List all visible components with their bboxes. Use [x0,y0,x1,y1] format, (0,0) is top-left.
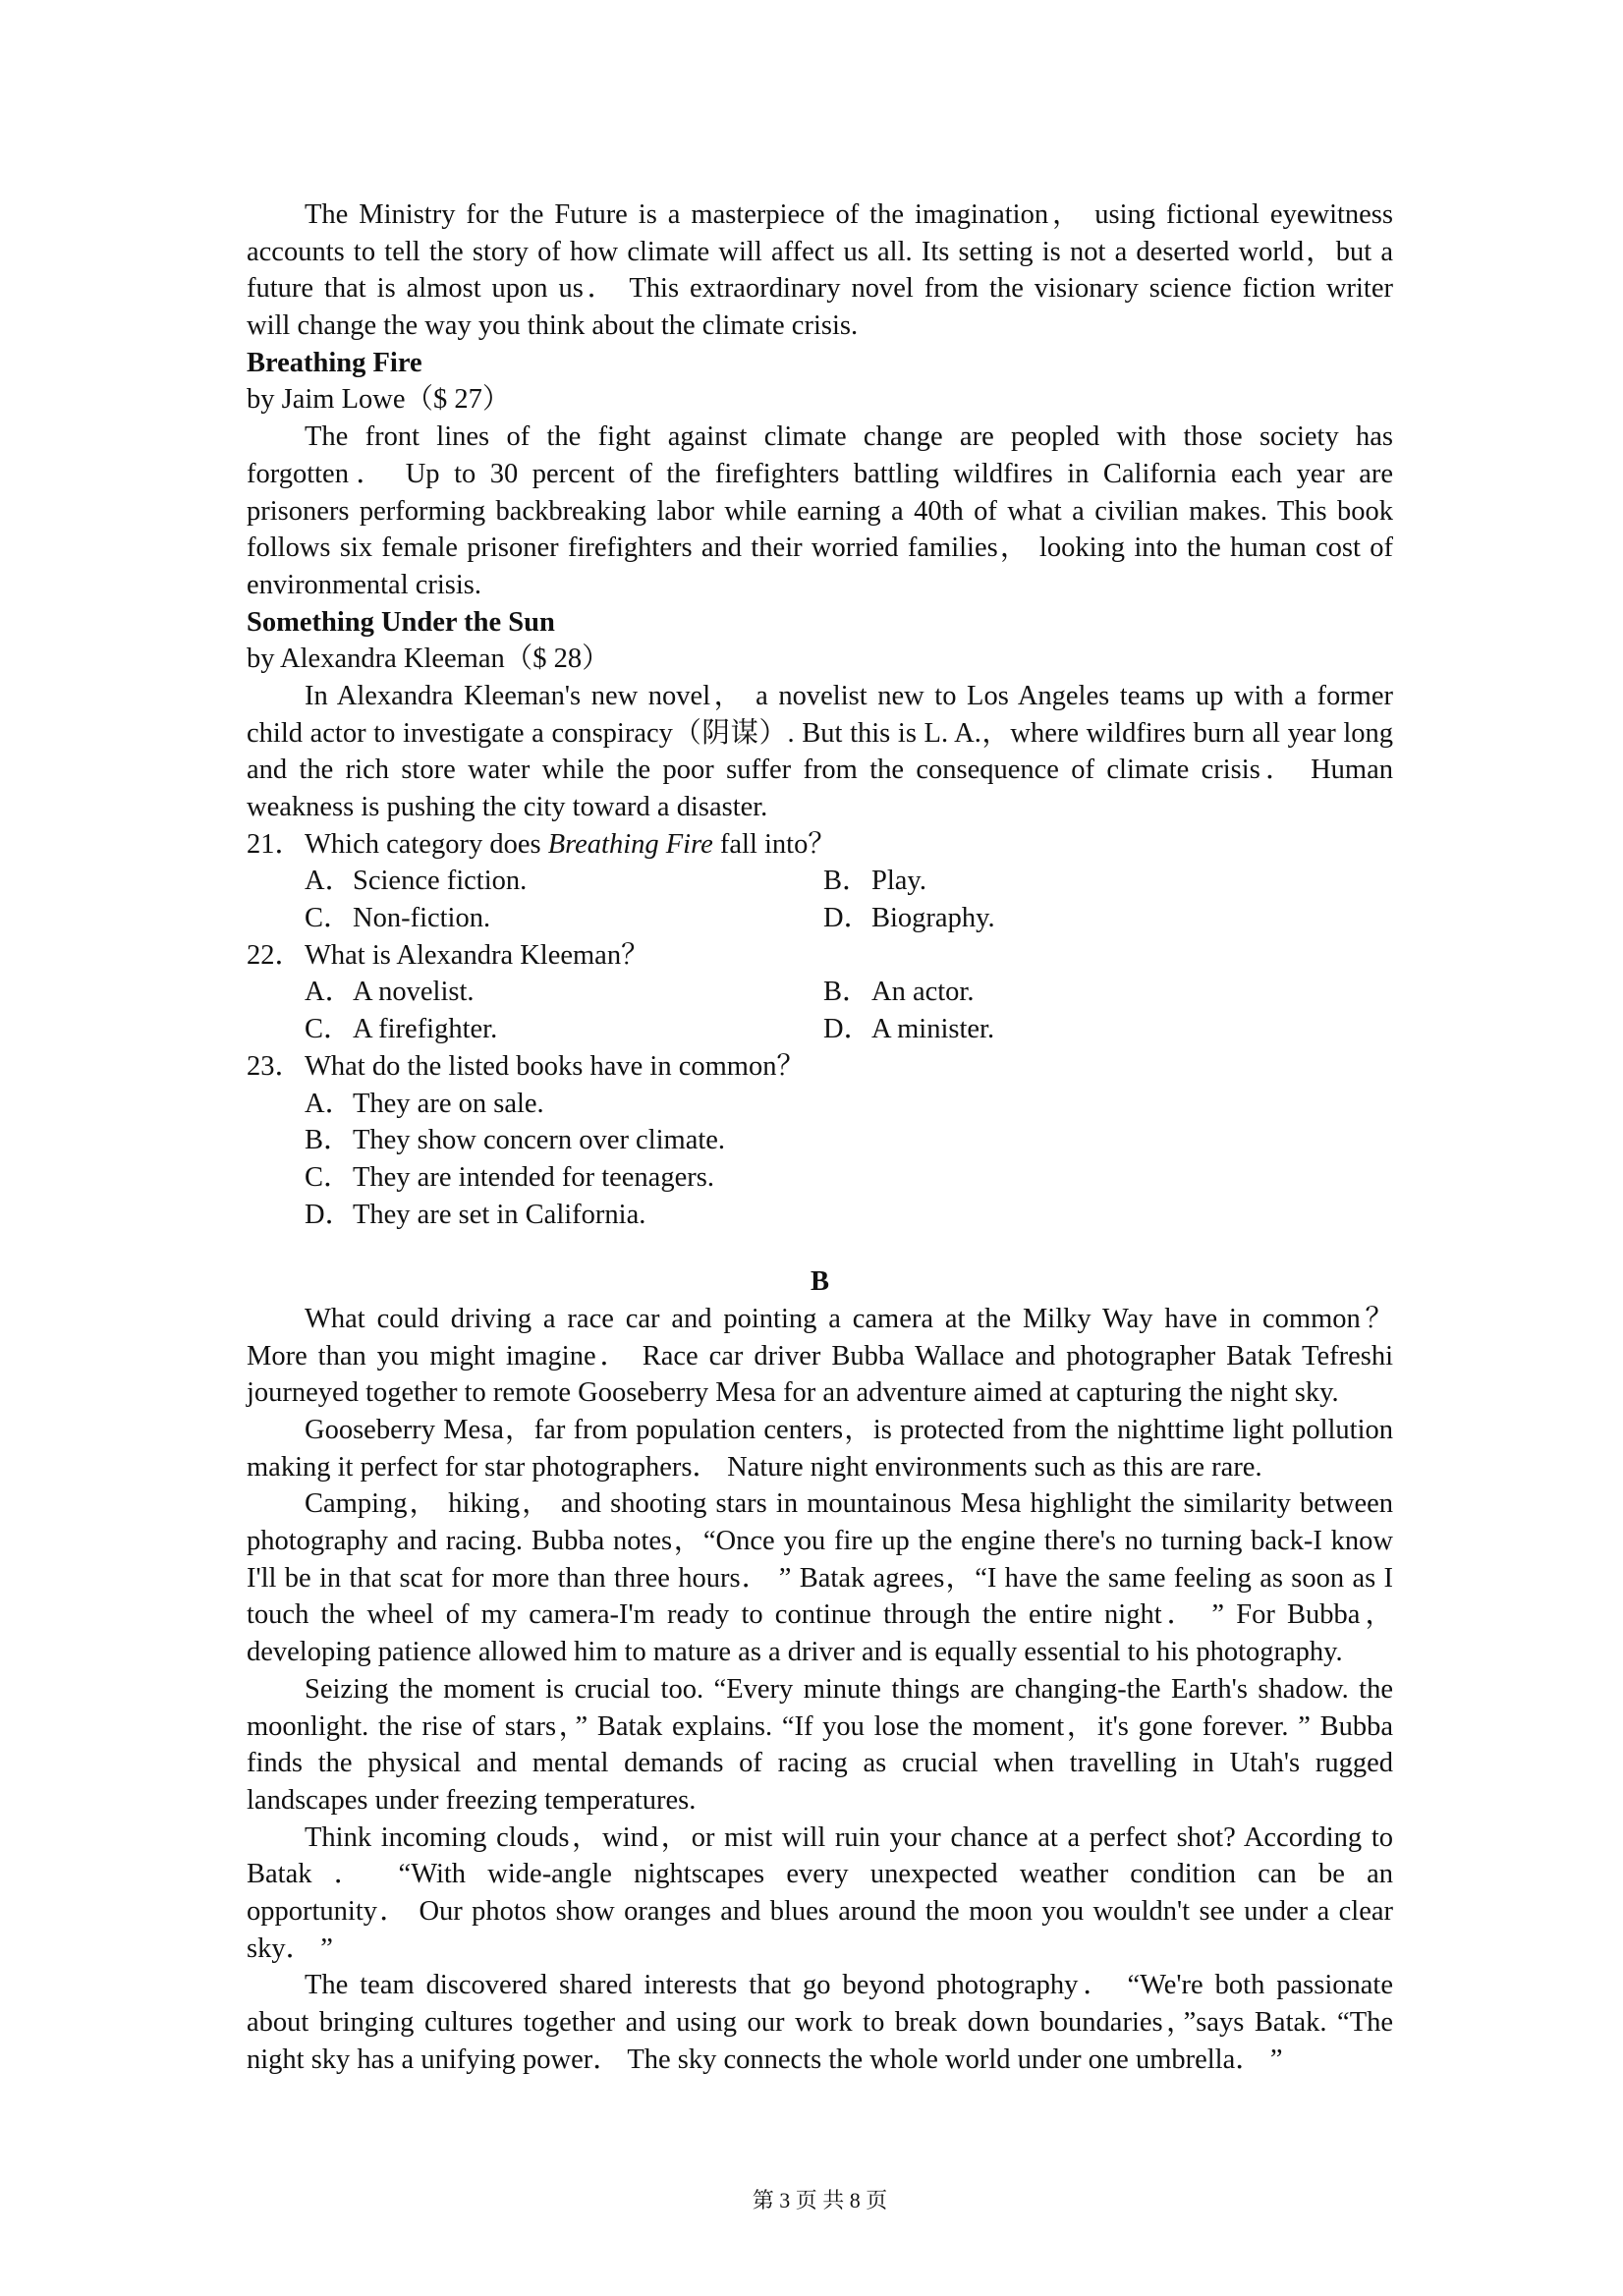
question-stem-book-title: Breathing Fire [547,828,713,860]
question-stem [305,829,836,860]
option-text: A firefighter. [353,1014,498,1045]
passage-b-paragraph-6 [247,1967,1393,2078]
paragraph-line: More than you might imagine． Race car driver Bubba Wallace and photographer Batak Tefreshi [247,1340,1393,1372]
option-label: A． [305,977,354,1008]
question-stem-text: Which category does [305,828,548,860]
option-text: They are intended for teenagers. [353,1161,714,1193]
page-content [247,196,1393,2078]
paragraph-line: In Alexandra Kleeman's new novel， a novelist new to Los Angeles teams up with a former [305,680,1393,711]
paragraph-line: What could driving a race car and pointing a camera at the Milky Way have in common？ [305,1303,1393,1334]
question-stem: What is Alexandra Kleeman？ [305,939,649,971]
option-b [823,977,974,1007]
paragraph-line: weakness is pushing the city toward a disaster. [247,792,768,822]
option-text: Play. [871,866,926,897]
paragraph-line: landscapes under freezing temperatures. [247,1784,697,1816]
option-text: Science fiction. [353,866,528,897]
option-label: B． [305,1125,352,1156]
option-label: D． [823,903,872,934]
paragraph-line: forgotten． Up to 30 percent of the firefighters battling wildfires in California each year are [247,458,1393,489]
question-21 [247,826,1393,937]
options-row [247,1011,1393,1048]
option-label: B． [823,977,870,1008]
option-c [247,1159,1393,1197]
options-row [247,974,1393,1011]
paragraph-line: The Ministry for the Future is a masterpiece of the imagination， using fictional eyewitness [305,199,1393,230]
paragraph-line: follows six female prisoner firefighters and their worried families， looking into the human cost of [247,532,1393,564]
passage-b-paragraph-3 [247,1485,1393,1670]
option-text: They are on sale. [353,1088,544,1119]
option-text: An actor. [871,977,975,1008]
paragraph-line: will change the way you think about the climate crisis. [247,310,859,342]
question-line [247,1048,1393,1086]
option-a [247,1086,1393,1123]
paragraph-line: The team discovered shared interests that go beyond photography． “We're both passionate [305,1970,1393,2001]
question-stem-text: fall into？ [712,828,836,860]
book-description [247,678,1393,826]
question-stem: What do the listed books have in common？ [305,1050,805,1082]
option-text: Non-fiction. [353,903,491,934]
paragraph-line: making it perfect for star photographers． Nature night environments such as this are rare. [247,1451,1262,1483]
options-row [247,863,1393,900]
book-entry-something-under-the-sun [247,604,1393,826]
paragraph-line: sky． ” [247,1932,333,1964]
option-d [823,1014,994,1044]
option-label: D． [305,1199,354,1230]
book-title: Breathing Fire [247,347,422,378]
book-byline: by Alexandra Kleeman（$ 28） [247,644,610,675]
question-number: 23． [247,1050,304,1082]
paragraph-line: moonlight. the rise of stars，” Batak explains. “If you lose the moment，it's gone forever. ” Bubba [247,1710,1393,1742]
paragraph-line: developing patience allowed him to mature as a driver and is equally essential to his photography. [247,1637,1343,1668]
option-text: A minister. [871,1014,995,1045]
option-d [823,903,995,933]
option-text: A novelist. [353,977,475,1008]
book-description [247,419,1393,603]
paragraph-line: Gooseberry Mesa，far from population centers，is protected from the nighttime light pollution [305,1415,1393,1445]
paragraph-line: opportunity． Our photos show oranges and blues around the moon you wouldn't see under a clear [247,1895,1393,1927]
passage-b-paragraph-1 [247,1301,1393,1412]
option-c [305,1011,823,1048]
option-label: A． [305,866,354,897]
paragraph-line: Seizing the moment is crucial too. “Every minute things are changing-the Earth's shadow. the [305,1673,1393,1705]
paragraph-line: child actor to investigate a conspiracy（阴谋）. But this is L. A.，where wildfires burn all year long [247,717,1393,749]
paragraph-line: finds the physical and mental demands of racing as crucial when travelling in Utah's rugged [247,1748,1393,1779]
page-number: 第 3 页 共 8 页 [752,2188,888,2212]
options-row [247,900,1393,937]
option-d [247,1197,1393,1234]
paragraph-line: future that is almost upon us． This extraordinary novel from the visionary science fiction writer [247,273,1393,305]
paragraph-line: touch the wheel of my camera-I'm ready to continue through the entire night． ” For Bubba， [247,1599,1393,1631]
question-22 [247,937,1393,1048]
option-label: B． [823,866,870,897]
question-23 [247,1048,1393,1233]
option-text: Biography. [871,903,995,934]
paragraph-line: prisoners performing backbreaking labor while earning a 40th of what a civilian makes. This book [247,495,1393,527]
option-b [823,866,926,896]
paragraph-line: The front lines of the fight against climate change are peopled with those society has [305,421,1393,453]
book-entry-breathing-fire [247,345,1393,604]
option-c [305,900,823,937]
question-number: 21． [247,828,304,860]
paragraph-line: Camping， hiking， and shooting stars in mountainous Mesa highlight the similarity between [305,1488,1393,1520]
paragraph-line: accounts to tell the story of how climate will affect us all. Its setting is not a deserted world，but a [247,236,1393,267]
option-text: They show concern over climate. [353,1125,726,1156]
paragraph-line: environmental crisis. [247,569,482,600]
paragraph-line: journeyed together to remote Gooseberry Mesa for an adventure aimed at capturing the night sky. [247,1377,1339,1409]
paragraph-line: Batak ． “With wide-angle nightscapes every unexpected weather condition can be an [247,1859,1393,1890]
option-label: D． [823,1014,872,1045]
paragraph-line: and the rich store water while the poor suffer from the consequence of climate crisis． Human [247,755,1393,786]
book-byline: by Jaim Lowe（$ 27） [247,384,511,416]
paragraph-line: night sky has a unifying power． The sky connects the whole world under one umbrella． ” [247,2044,1283,2075]
paragraph-line: photography and racing. Bubba notes，“Once you fire up the engine there's no turning back-I know [247,1526,1393,1557]
paragraph-line: Think incoming clouds，wind，or mist will ruin your chance at a perfect shot? According to [305,1821,1393,1853]
paragraph-line: about bringing cultures together and using our work to break down boundaries，”says Batak. “The [247,2007,1393,2038]
option-label: C． [305,1161,352,1193]
passage-b-paragraph-4 [247,1671,1393,1820]
option-a [305,974,823,1011]
option-label: A． [305,1088,354,1119]
passage-b-paragraph-5 [247,1820,1393,1968]
option-b [247,1122,1393,1159]
book-title: Something Under the Sun [247,606,555,638]
option-a [305,863,823,900]
question-line [247,937,1393,975]
section-heading: B [810,1266,829,1298]
intro-paragraph [247,196,1393,345]
question-line [247,826,1393,864]
question-number: 22． [247,939,304,971]
option-label: C． [305,1014,352,1045]
paragraph-line: I'll be in that scat for more than three hours． ” Batak agrees，“I have the same feeling as soon as I [247,1562,1393,1594]
option-label: C． [305,903,352,934]
option-text: They are set in California. [353,1199,646,1230]
passage-b-paragraph-2 [247,1412,1393,1485]
